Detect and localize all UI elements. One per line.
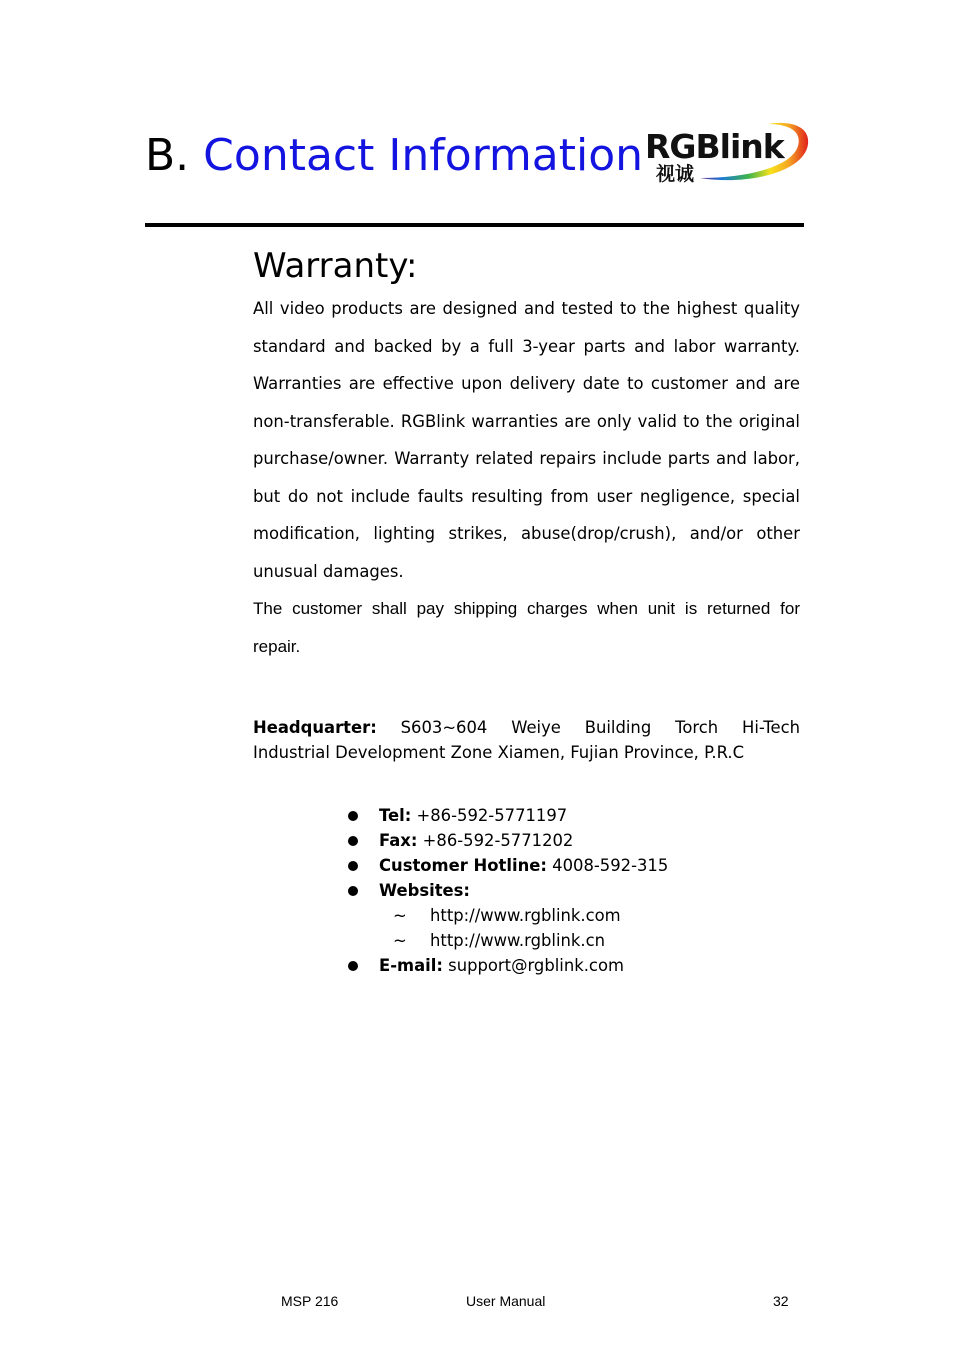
email-label: E-mail: bbox=[379, 956, 443, 975]
footer-product: MSP 216 bbox=[281, 1293, 339, 1309]
page-title bbox=[145, 128, 643, 184]
bullet-icon bbox=[348, 961, 358, 971]
websites-label: Websites: bbox=[379, 881, 470, 900]
tilde-marker: ~ bbox=[393, 906, 407, 925]
address-word: Torch bbox=[675, 718, 719, 737]
warranty-heading: Warranty: bbox=[253, 246, 418, 286]
rgblink-logo-icon bbox=[640, 116, 812, 188]
footer-doc-title: User Manual bbox=[466, 1293, 546, 1309]
tilde-marker: ~ bbox=[393, 931, 407, 950]
website-link[interactable]: http://www.rgblink.cn bbox=[430, 931, 605, 950]
bullet-icon bbox=[348, 836, 358, 846]
address-word: S603~604 bbox=[400, 718, 488, 737]
rgblink-logo bbox=[640, 116, 812, 188]
fax-label: Fax: bbox=[379, 831, 418, 850]
headquarter-address bbox=[253, 715, 800, 765]
bullet-icon bbox=[348, 861, 358, 871]
section-title: Contact Information bbox=[203, 130, 644, 181]
headquarter-line-1 bbox=[253, 715, 800, 740]
address-word: Weiye bbox=[511, 718, 561, 737]
tel-value: +86-592-5771197 bbox=[416, 806, 568, 825]
hotline-value: 4008-592-315 bbox=[552, 856, 669, 875]
bullet-icon bbox=[348, 811, 358, 821]
logo-text: RGBlink bbox=[645, 127, 784, 166]
website-link[interactable]: http://www.rgblink.com bbox=[430, 906, 621, 925]
header-divider bbox=[145, 223, 804, 227]
email-link[interactable]: support@rgblink.com bbox=[448, 956, 624, 975]
address-word: Hi-Tech bbox=[742, 718, 800, 737]
footer-page-number: 32 bbox=[773, 1293, 789, 1309]
fax-value: +86-592-5771202 bbox=[422, 831, 574, 850]
headquarter-label: Headquarter: bbox=[253, 718, 377, 737]
logo-subtext: 视诚 bbox=[656, 163, 695, 185]
shipping-paragraph: The customer shall pay shipping charges when unit is returned for repair. bbox=[253, 599, 800, 656]
section-prefix: B. bbox=[145, 130, 190, 181]
address-word: Building bbox=[584, 718, 652, 737]
bullet-icon bbox=[348, 886, 358, 896]
hotline-label: Customer Hotline: bbox=[379, 856, 547, 875]
headquarter-line-2: Industrial Development Zone Xiamen, Fujian Province, P.R.C bbox=[253, 743, 745, 762]
warranty-paragraph: All video products are designed and tested to the highest quality standard and backed by a full 3-year parts and labor warranty. Warranties are effective upon delivery date to customer and are non-transferable. RGBlink warranties are only valid to the original purchase/owner. Warranty related repairs include parts and labor, but do not include faults resulting from user negligence, special modification, lighting strikes, abuse(drop/crush), and/or other unusual damages. bbox=[253, 299, 800, 581]
tel-label: Tel: bbox=[379, 806, 412, 825]
